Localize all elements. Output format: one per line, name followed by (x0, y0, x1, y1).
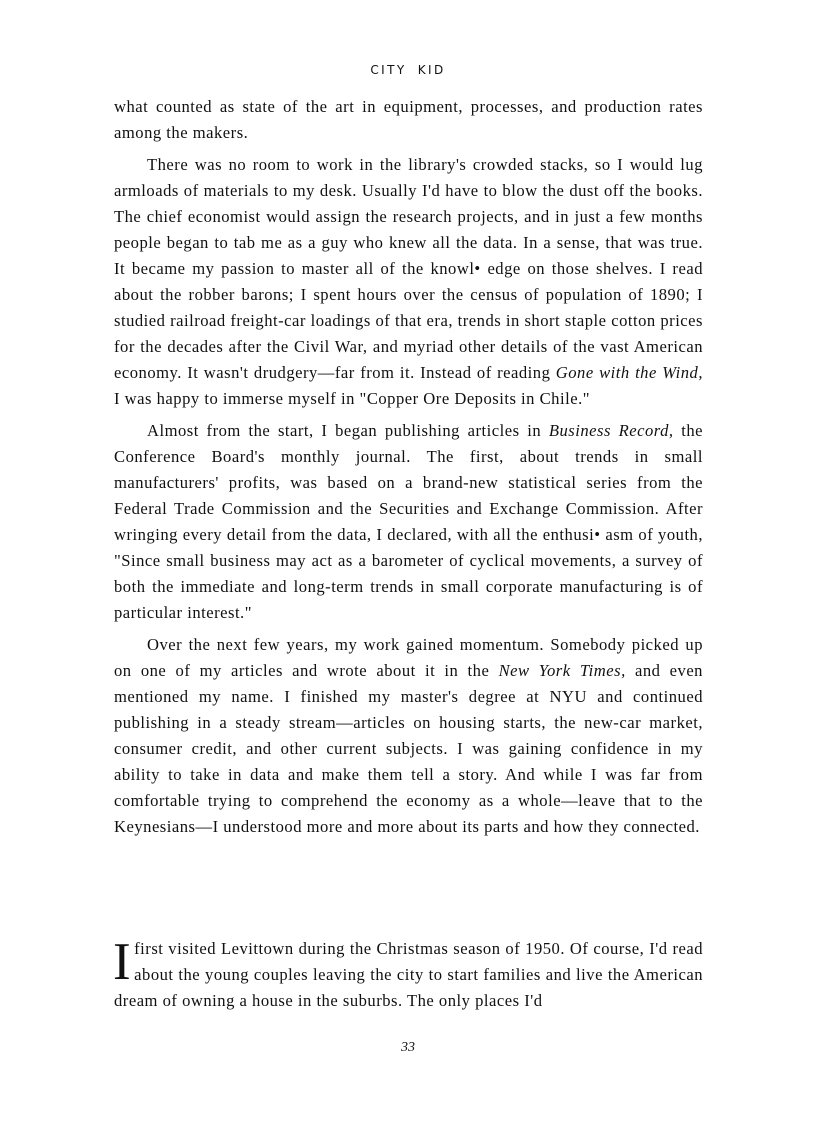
paragraph-4-newspaper-title: New York Times, (498, 661, 626, 680)
drop-cap: I (113, 933, 132, 991)
paragraph-3-text-after: the Conference Board's monthly journal. The first, about trends in small manufacturers' profits, was based on a brand-new statistical series from the Federal Trade Commission and the Securities and Exchange Commission. After wringing every detail from the data, I declared, with all the enthusi• asm of youth, "Since small business may act as a barometer of cyclical movements, a survey of both the immediate and long-term trends in small corporate manufacturing is of particular interest." (114, 421, 704, 622)
paragraph-4 (114, 632, 703, 840)
section-paragraph-text: first visited Levittown during the Christmas season of 1950. Of course, I'd read about the young couples leaving the city to start families and live the American dream of owning a house in the suburbs. The only places I'd (114, 939, 703, 1010)
paragraph-3-text-before: Almost from the start, I began publishing articles in (147, 421, 549, 440)
body-text (114, 94, 703, 846)
section-opening (113, 933, 703, 1014)
paragraph-2-text-before: There was no room to work in the library's crowded stacks, so I would lug armloads of materials to my desk. Usually I'd have to blow the dust off the books. The chief economist would assign the research projects, and in just a few months people began to tab me as a guy who knew all the data. In a sense, that was true. It became my passion to master all of the knowl• edge on those shelves. I read about the robber barons; I spent hours over the census of population of 1890; I studied railroad freight-car loadings of that era, trends in short staple cotton prices for the decades after the Civil War, and myriad other details of the vast American economy. It wasn't drudgery—far from it. Instead of reading (114, 155, 703, 382)
paragraph-1 (114, 94, 703, 146)
section-paragraph (113, 933, 703, 1014)
paragraph-4-text-before: Over the next few years, my work gained momentum. Somebody picked up on one of my articles and wrote about it in the (114, 635, 703, 680)
paragraph-4-text-after: and even mentioned my name. I finished my master's degree at NYU and continued publishing in a steady stream—articles on housing starts, the new-car market, consumer credit, and other current subjects. I was gaining confidence in my ability to take in data and make them tell a story. And while I was far from comfortable trying to comprehend the economy as a whole—leave that to the Keynesians—I understood more and more about its parts and how they connected. (114, 661, 703, 836)
paragraph-2 (114, 152, 703, 412)
page-number: 33 (401, 1040, 415, 1055)
running-head: CITY KID (370, 63, 446, 77)
paragraph-3-journal-title: Business Record, (548, 421, 674, 440)
paragraph-2-book-title: Gone with the Wind, (555, 363, 703, 382)
paragraph-2-text-after: I was happy to immerse myself in "Copper Ore Deposits in Chile." (114, 389, 590, 408)
paragraph-3 (114, 418, 703, 626)
paragraph-1-text: what counted as state of the art in equipment, processes, and production rates among the makers. (114, 97, 703, 142)
